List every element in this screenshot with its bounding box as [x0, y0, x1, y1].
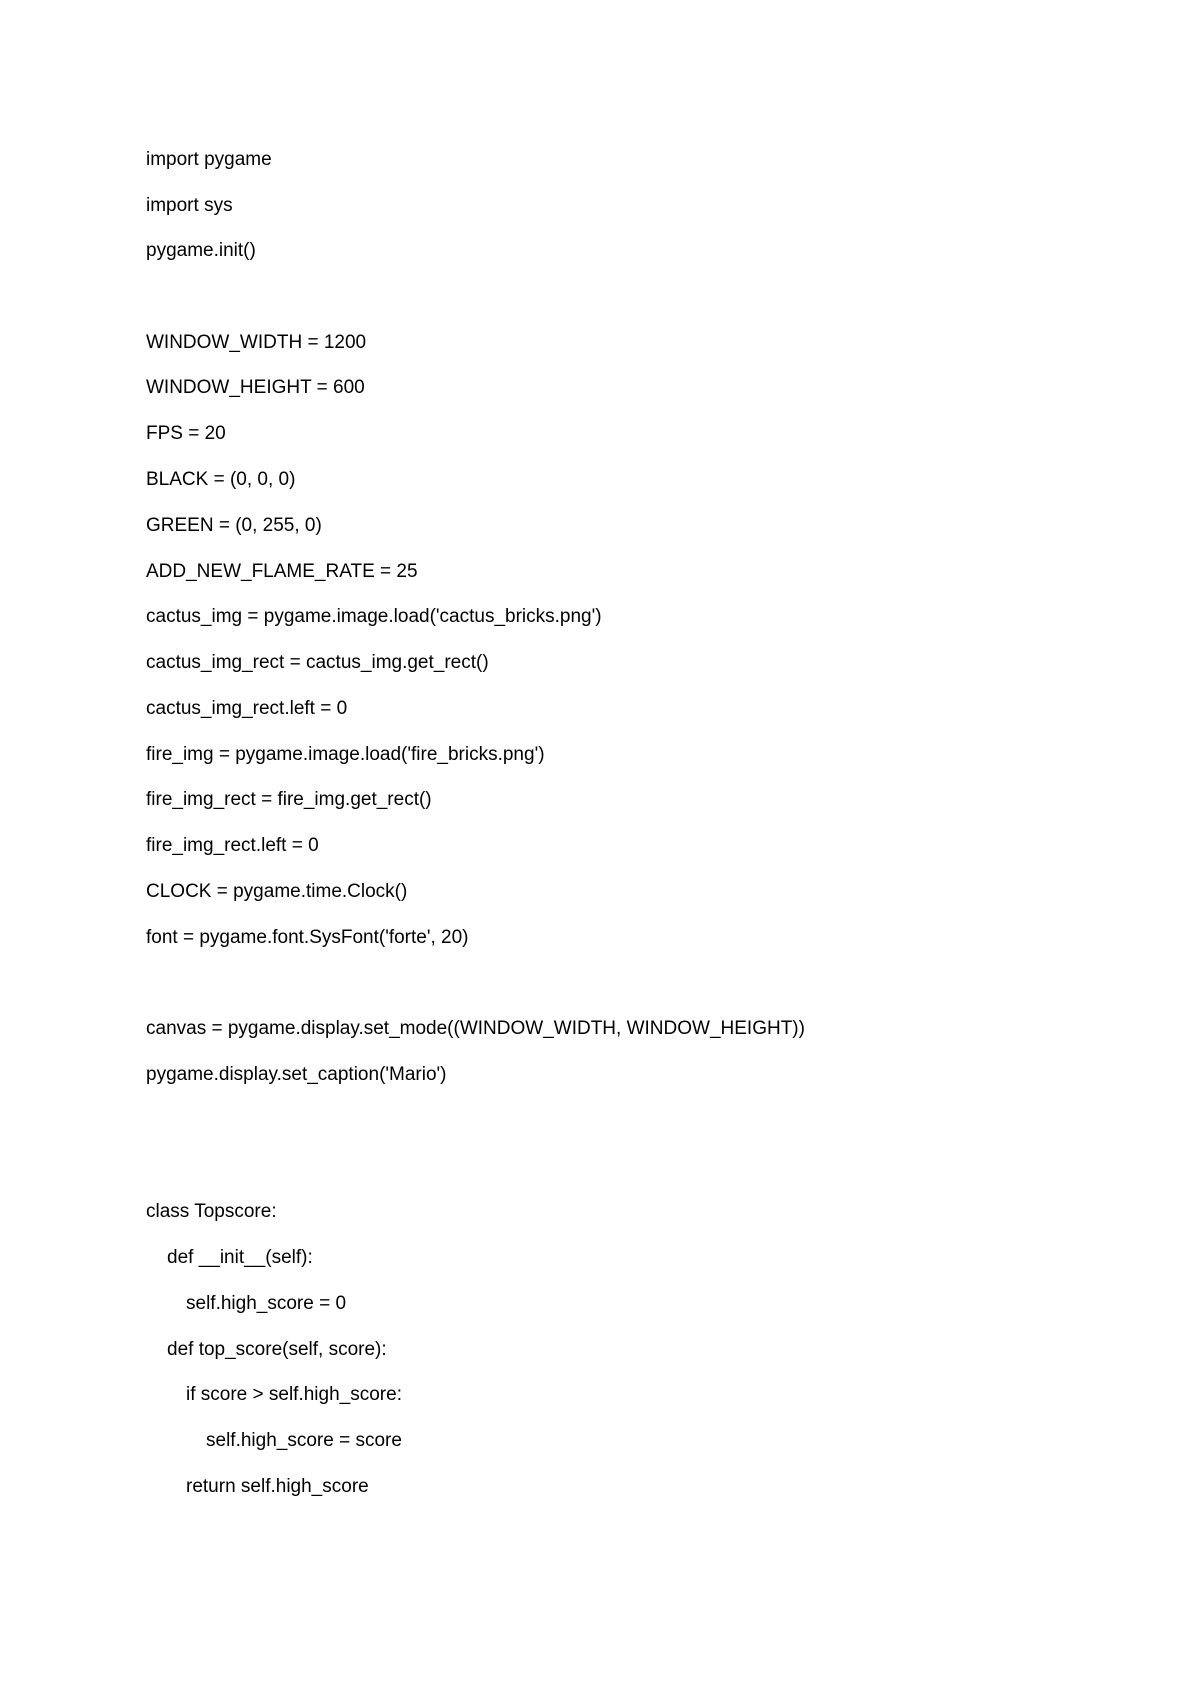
code-line: import sys — [146, 195, 233, 216]
code-line: def top_score(self, score): — [167, 1339, 387, 1360]
code-line: self.high_score = score — [206, 1430, 402, 1451]
code-line: fire_img = pygame.image.load('fire_bricks.png') — [146, 744, 545, 765]
code-line: class Topscore: — [146, 1201, 277, 1222]
code-line: cactus_img_rect = cactus_img.get_rect() — [146, 652, 489, 673]
code-line: BLACK = (0, 0, 0) — [146, 469, 296, 490]
code-line: CLOCK = pygame.time.Clock() — [146, 881, 408, 902]
code-line: pygame.display.set_caption('Mario') — [146, 1064, 447, 1085]
code-line: fire_img_rect = fire_img.get_rect() — [146, 789, 432, 810]
code-line: canvas = pygame.display.set_mode((WINDOW_WIDTH, WINDOW_HEIGHT)) — [146, 1018, 805, 1039]
code-line: import pygame — [146, 149, 272, 170]
code-line: cactus_img_rect.left = 0 — [146, 698, 348, 719]
code-line: if score > self.high_score: — [186, 1384, 402, 1405]
code-line: ADD_NEW_FLAME_RATE = 25 — [146, 561, 418, 582]
code-line: font = pygame.font.SysFont('forte', 20) — [146, 927, 469, 948]
code-line: self.high_score = 0 — [186, 1293, 347, 1314]
code-line: GREEN = (0, 255, 0) — [146, 515, 322, 536]
code-line: return self.high_score — [186, 1476, 369, 1497]
code-line: def __init__(self): — [167, 1247, 313, 1268]
code-line: WINDOW_WIDTH = 1200 — [146, 332, 367, 353]
code-line: cactus_img = pygame.image.load('cactus_bricks.png') — [146, 606, 602, 627]
code-line: WINDOW_HEIGHT = 600 — [146, 377, 365, 398]
code-line: FPS = 20 — [146, 423, 226, 444]
code-line: pygame.init() — [146, 240, 256, 261]
code-line: fire_img_rect.left = 0 — [146, 835, 319, 856]
